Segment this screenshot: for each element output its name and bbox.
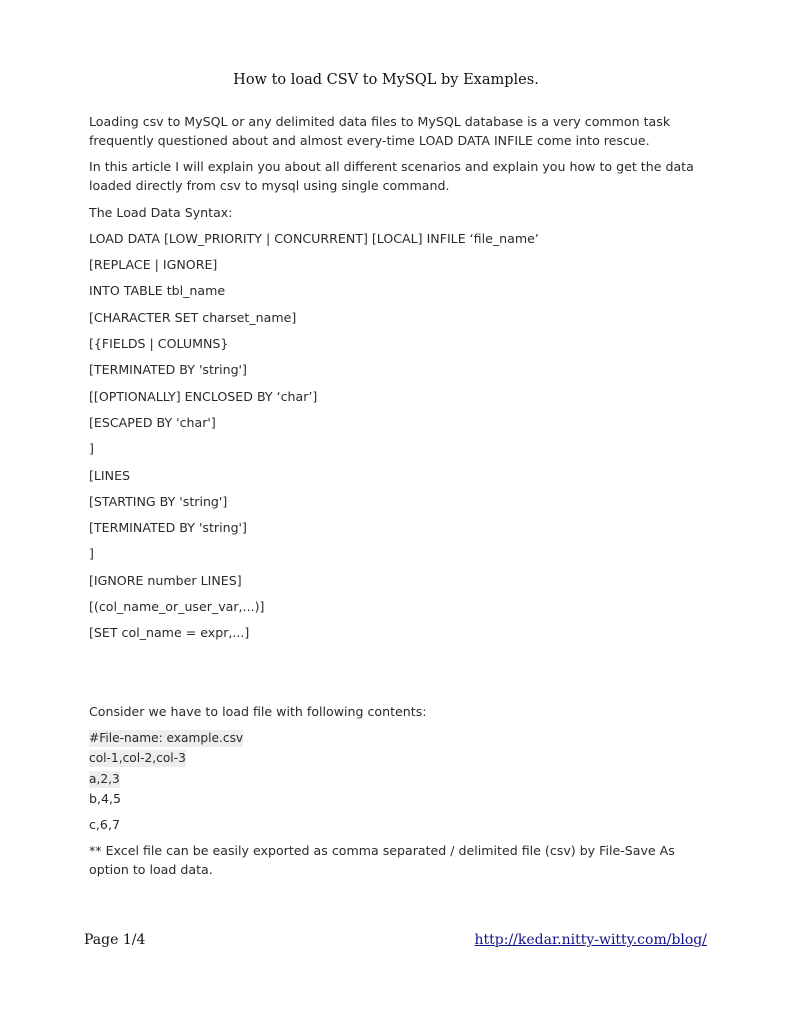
- syntax-line: ]: [89, 546, 94, 562]
- intro-paragraph-2: In this article I will explain you about all different scenarios and explain you how to get the data loaded directly from csv to mysql using single command.: [89, 159, 694, 194]
- intro-paragraph-1: Loading csv to MySQL or any delimited data files to MySQL database is a very common task frequently questioned about and almost every-time LOAD DATA INFILE come into rescue.: [89, 114, 671, 148]
- syntax-line: [(col_name_or_user_var,...)]: [89, 599, 265, 615]
- file-line: [89, 748, 699, 768]
- syntax-line: [TERMINATED BY 'string']: [89, 520, 247, 536]
- syntax-line: [REPLACE | IGNORE]: [89, 257, 218, 273]
- syntax-line: ]: [89, 441, 94, 457]
- file-line-text: col-1,col-2,col-3: [89, 751, 186, 766]
- syntax-line: [IGNORE number LINES]: [89, 572, 242, 588]
- file-line: b,4,5: [89, 790, 122, 806]
- file-line-text: #File-name: example.csv: [89, 730, 244, 745]
- spacer: [89, 650, 699, 702]
- file-line-text: a,2,3: [89, 771, 120, 786]
- page-title: How to load CSV to MySQL by Examples.: [233, 72, 539, 88]
- syntax-line: [ESCAPED BY 'char']: [89, 414, 216, 430]
- consider-paragraph: Consider we have to load file with following contents:: [89, 703, 427, 719]
- file-line: [89, 769, 699, 789]
- syntax-line: [TERMINATED BY 'string']: [89, 362, 247, 378]
- syntax-block: [89, 229, 699, 642]
- syntax-line: LOAD DATA [LOW_PRIORITY | CONCURRENT] [LOCAL] INFILE ‘file_name’: [89, 230, 539, 246]
- file-contents-block: [89, 728, 699, 809]
- syntax-line: [CHARACTER SET charset_name]: [89, 309, 297, 325]
- syntax-heading: The Load Data Syntax:: [89, 204, 233, 220]
- syntax-line: [[OPTIONALLY] ENCLOSED BY ‘char’]: [89, 388, 318, 404]
- file-line: [89, 728, 699, 748]
- footer-link[interactable]: http://kedar.nitty-witty.com/blog/: [474, 932, 707, 948]
- page-number: Page 1/4: [84, 932, 146, 948]
- syntax-line: [STARTING BY 'string']: [89, 493, 228, 509]
- file-line: c,6,7: [89, 817, 120, 833]
- note-paragraph: ** Excel file can be easily exported as comma separated / delimited file (csv) by File-Save As option to load data.: [89, 843, 675, 878]
- syntax-line: [SET col_name = expr,...]: [89, 625, 250, 641]
- document-body: [89, 112, 699, 887]
- syntax-line: [LINES: [89, 467, 131, 483]
- syntax-line: [{FIELDS | COLUMNS}: [89, 336, 229, 352]
- syntax-line: INTO TABLE tbl_name: [89, 283, 226, 299]
